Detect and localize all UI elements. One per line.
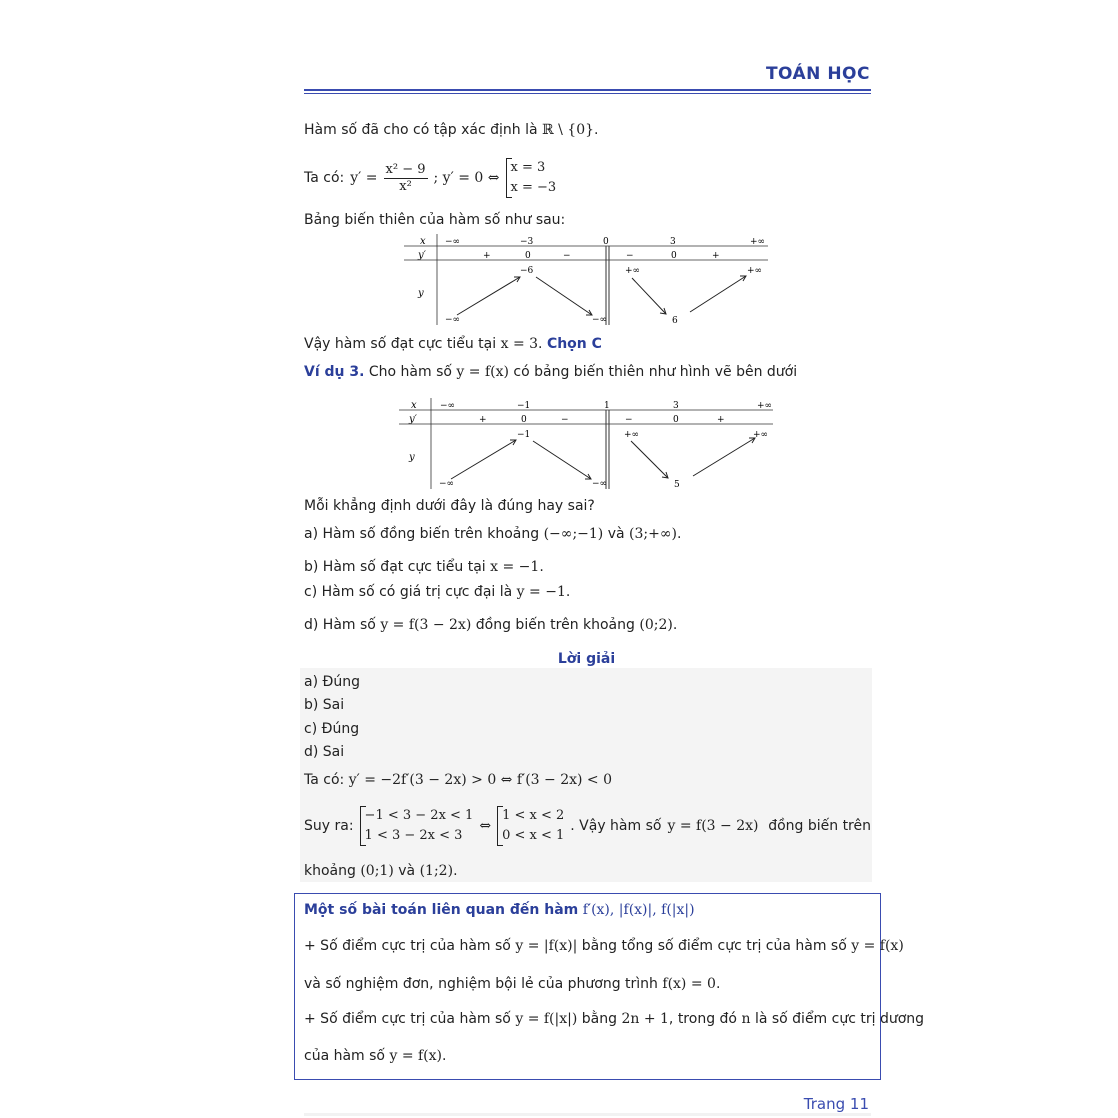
note-title — [304, 900, 695, 920]
note-title-math: f′(x), |f(x)|, f(|x|) — [582, 902, 695, 918]
conclusion-math: x = 3 — [500, 336, 539, 352]
qa-text: a) Hàm số đồng biến trên khoảng — [304, 526, 540, 542]
sol-case-b2: 0 < x < 1 — [502, 828, 565, 843]
deriv-mid: ; y′ = 0 ⇔ — [433, 170, 500, 186]
qd-math2: (0;2) — [639, 617, 673, 633]
question-c — [304, 582, 570, 602]
t2-label-y: y — [409, 452, 415, 463]
deriv-lhs: y′ = — [350, 170, 378, 186]
t1-x-3: 3 — [670, 237, 676, 247]
t1-label-x: x — [420, 236, 426, 247]
t2-sign-0: + — [479, 415, 487, 425]
note-l2-a: và số nghiệm đơn, nghiệm bội lẻ của phương trình — [304, 976, 658, 992]
deriv-prefix: Ta có: — [304, 170, 345, 186]
sol-int1: (0;1) — [360, 863, 394, 879]
question-prompt: Mỗi khẳng định dưới đây là đúng hay sai? — [304, 498, 595, 514]
sol-ta-co: Ta có: — [304, 772, 345, 788]
t2-x-1: −1 — [517, 401, 531, 411]
critical-points-cases — [506, 158, 557, 198]
note-l3-m1: y = f(|x|) — [515, 1011, 578, 1027]
header-title: TOÁN HỌC — [765, 64, 870, 84]
example3-text-b: có bảng biến thiên như hình vẽ bên dưới — [513, 364, 798, 380]
qd-text: d) Hàm số — [304, 617, 376, 633]
qa-math2: (3;+∞) — [629, 526, 677, 542]
answer-d: d) Sai — [304, 744, 345, 760]
t2-y-min: 5 — [674, 480, 680, 490]
qd-end: . — [672, 617, 678, 633]
qb-end: . — [539, 559, 544, 575]
sol-dong-bien: đồng biến trên — [768, 818, 871, 834]
t2-y-minf-left: −∞ — [439, 479, 455, 489]
header-rule — [304, 89, 871, 91]
t1-sign-5: + — [712, 251, 720, 261]
case-xm3: x = −3 — [510, 180, 557, 195]
t2-y-pinf-right: +∞ — [753, 430, 769, 440]
t1-sign-1: 0 — [525, 251, 531, 261]
t1-sign-4: 0 — [671, 251, 677, 261]
t1-x-1: −3 — [520, 237, 534, 247]
choice-label: Chọn C — [546, 336, 602, 352]
variation-table-1 — [400, 232, 772, 327]
table-caption: Bảng biến thiên của hàm số như sau: — [304, 212, 566, 228]
example3-label: Ví dụ 3. — [304, 364, 365, 380]
fraction-denominator: x² — [399, 178, 412, 194]
page-number: Trang 11 — [803, 1095, 869, 1113]
header-rule-thin — [304, 93, 871, 94]
domain-line — [304, 120, 598, 140]
note-l2-end: . — [715, 976, 721, 992]
qa-and: và — [607, 526, 625, 542]
note-l1-m1: y = |f(x)| — [515, 938, 578, 954]
variation-table-2 — [395, 396, 777, 491]
note-title-text: Một số bài toán liên quan đến hàm — [304, 902, 579, 918]
t1-y-pinf-right: +∞ — [747, 266, 763, 276]
t2-sign-1: 0 — [521, 415, 527, 425]
note-line-3 — [304, 1009, 924, 1029]
t1-sign-3: − — [626, 251, 634, 261]
case-x3: x = 3 — [510, 160, 546, 175]
t1-x-0: −∞ — [445, 237, 461, 247]
sol-khoang: khoảng — [304, 863, 356, 879]
note-l3-d: là số điểm cực trị dương — [754, 1011, 925, 1027]
note-l1-a: + Số điểm cực trị của hàm số — [304, 938, 511, 954]
t1-y-max: −6 — [520, 266, 534, 276]
sol-case-a2: 1 < 3 − 2x < 3 — [364, 828, 463, 843]
example3-math: y = f(x) — [456, 364, 509, 380]
note-l4-a: của hàm số — [304, 1048, 385, 1064]
sol-after-cases: . Vậy hàm số — [570, 818, 662, 834]
t2-x-4: +∞ — [757, 401, 773, 411]
t2-y-max: −1 — [517, 430, 531, 440]
qa-math1: (−∞;−1) — [543, 526, 604, 542]
footer-rule — [304, 1113, 871, 1116]
sol-cases-b — [497, 806, 564, 846]
derivative-fraction — [384, 162, 428, 195]
qa-end: . — [677, 526, 682, 542]
note-line-1 — [304, 936, 904, 956]
sol-case-b1: 1 < x < 2 — [502, 808, 565, 823]
t1-sign-2: − — [563, 251, 571, 261]
note-l3-b: bằng — [581, 1011, 617, 1027]
note-l3-m2: 2n + 1 — [621, 1011, 669, 1027]
solution-cases-line — [304, 803, 871, 849]
t1-x-2: 0 — [603, 237, 609, 247]
note-l4-m: y = f(x) — [389, 1048, 442, 1064]
example3-text-a: Cho hàm số — [368, 364, 452, 380]
t2-label-x: x — [411, 400, 417, 411]
note-line-4 — [304, 1046, 446, 1066]
sol-func-math: y = f(3 − 2x) — [667, 818, 759, 834]
t2-x-3: 3 — [673, 401, 679, 411]
qb-text: b) Hàm số đạt cực tiểu tại — [304, 559, 486, 575]
t2-y-minf-right: −∞ — [592, 479, 608, 489]
t2-x-0: −∞ — [440, 401, 456, 411]
note-l2-m: f(x) = 0 — [662, 976, 716, 992]
question-b — [304, 557, 544, 577]
sol-iff: ⇔ — [479, 818, 492, 834]
t1-y-minf-left: −∞ — [445, 315, 461, 325]
note-line-2 — [304, 974, 720, 994]
t1-y-pinf-left: +∞ — [625, 266, 641, 276]
note-l1-b: bằng tổng số điểm cực trị của hàm số — [581, 938, 847, 954]
question-a — [304, 524, 681, 544]
conclusion-end: . — [538, 336, 543, 352]
solution-title: Lời giải — [557, 651, 616, 667]
sol-int2: (1;2) — [419, 863, 454, 879]
answer-a: a) Đúng — [304, 674, 360, 690]
t1-y-min: 6 — [672, 316, 678, 326]
fraction-numerator: x² − 9 — [385, 161, 426, 177]
note-l3-n: n — [741, 1011, 751, 1027]
qc-math: y = −1 — [516, 584, 566, 600]
t2-arrows — [451, 438, 755, 479]
note-l3-c: , trong đó — [668, 1011, 737, 1027]
sol-ta-co-math: y′ = −2f′(3 − 2x) > 0 ⇔ f′(3 − 2x) < 0 — [348, 772, 613, 788]
conclusion-text: Vậy hàm số đạt cực tiểu tại — [304, 336, 497, 352]
sol-end: . — [453, 863, 458, 879]
note-l1-m2: y = f(x) — [851, 938, 904, 954]
t2-label-yp: y′ — [409, 414, 417, 425]
t2-y-pinf-left: +∞ — [624, 430, 640, 440]
t1-x-4: +∞ — [750, 237, 766, 247]
derivative-line — [304, 156, 556, 200]
t1-arrows — [457, 276, 746, 315]
answer-b: b) Sai — [304, 697, 345, 713]
question-d — [304, 615, 677, 635]
note-l4-end: . — [442, 1048, 447, 1064]
domain-math: ℝ \ {0} — [542, 122, 595, 138]
qb-math: x = −1 — [490, 559, 540, 575]
qd-text2: đồng biến trên khoảng — [475, 617, 635, 633]
solution-intervals — [304, 861, 458, 881]
t2-sign-3: − — [625, 415, 633, 425]
example3-line — [304, 362, 797, 382]
t1-y-minf-right: −∞ — [592, 315, 608, 325]
sol-case-a1: −1 < 3 − 2x < 1 — [364, 808, 474, 823]
conclusion-line — [304, 334, 602, 354]
solution-derivative — [304, 770, 612, 790]
t1-sign-0: + — [483, 251, 491, 261]
sol-suy-ra: Suy ra: — [304, 818, 354, 834]
qc-end: . — [565, 584, 571, 600]
t2-sign-4: 0 — [673, 415, 679, 425]
domain-end: . — [594, 122, 599, 138]
t1-label-yp: y′ — [418, 250, 426, 261]
t2-sign-2: − — [561, 415, 569, 425]
note-l3-a: + Số điểm cực trị của hàm số — [304, 1011, 511, 1027]
sol-cases-a — [360, 806, 474, 846]
t1-label-y: y — [418, 288, 424, 299]
qc-text: c) Hàm số có giá trị cực đại là — [304, 584, 513, 600]
qd-math: y = f(3 − 2x) — [380, 617, 472, 633]
sol-va: và — [398, 863, 416, 879]
domain-text: Hàm số đã cho có tập xác định là — [304, 122, 538, 138]
t2-sign-5: + — [717, 415, 725, 425]
t2-x-2: 1 — [604, 401, 610, 411]
answer-c: c) Đúng — [304, 721, 360, 737]
